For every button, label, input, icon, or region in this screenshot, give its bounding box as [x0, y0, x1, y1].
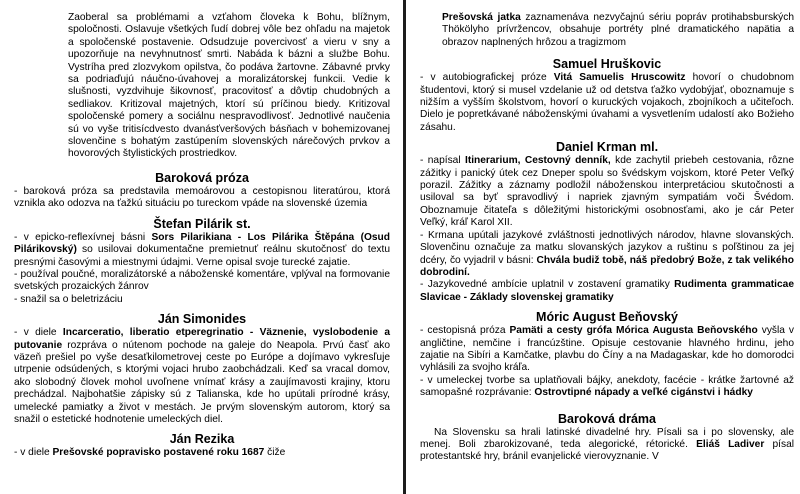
baroque-prose-text: - baroková próza sa predstavila memoárovou a cestopisnou literatúrou, ktorá vznikla ako odozva na ťažkú situáciu po tureckom vpáde na slovenské územia [14, 185, 390, 210]
simonides-title: Incarceratio, liberatio etperegrinatio - Väznenie, vyslobodenie a putovanie [14, 327, 390, 351]
rezika-item-1 [14, 447, 390, 459]
simonides-item-1 [14, 327, 390, 426]
benovsky-text-c: vyšla v angličtine, nemčine i francúzštine. Opisuje cestovanie hlavného hrdinu, jeho zajatie na Sibíri a Kamčatke, plavbu do Číny a na Madagaskar, kde ho domorodci vyhlásili za svojho kráľa. [420, 325, 795, 374]
pilarik-text-a: - v epicko-reflexívnej básni [14, 231, 152, 243]
heading-rezika: Ján Rezika [169, 432, 235, 447]
hruskovic-text-a: - v autobiografickej próze [420, 72, 554, 84]
pilarik-item-3: - snažil sa o beletrizáciu [14, 293, 123, 305]
right-page [412, 0, 800, 494]
heading-baroque-prose: Baroková próza [155, 170, 249, 185]
benovsky-text-2a: - v umeleckej tvorbe sa uplatňovali bájky, anekdoty, facécie - krátke žartovné až samopašné rozprávanie: [420, 374, 794, 399]
benovsky-title: Pamäti a cesty gróf​a Mórica Augusta Beňovského [509, 325, 758, 337]
krman-title: Itinerarium, Cestovný denník, [464, 155, 611, 167]
hruskovic-title: Vitá Samuelis Hruscowitz [553, 72, 686, 84]
pilarik-item-2: - používal poučné, moralizátorské a náboženské komentáre, vplýval na formovanie svetských prozaických žánrov [14, 268, 390, 293]
krman-grammar-title: Rudimenta grammaticae Slavicae - Základy slovenskej gramatiky [420, 279, 795, 303]
pilarik-title: Sors Pilarikiana - Los Pilárika Štěpána (Osud Pilárikovský) [14, 231, 390, 256]
heading-benovsky: Móric August Beňovský [536, 310, 678, 325]
krman-poem-title: Chvála budiž tobě, náš předobrý Bože, z tak velikého dobrodiní. [420, 254, 794, 278]
benovsky-fable-title: Ostrovtipné nápady a veľké cigánstvi i hádky [534, 387, 753, 399]
pilarik-text-c: so usilovai dokumentačne premietnuť reálnu skutočnosť do textu presnými časovými a miestnymi údajmi. Verne opisal svoje turecké zajatie. [14, 244, 390, 268]
jatka-title: Prešovská jatka [442, 12, 521, 23]
drama-paragraph [420, 427, 794, 464]
krman-text-3a: - Jazykovedné ambície uplatnil v zostavení gramatiky [420, 279, 675, 291]
left-page [0, 0, 397, 494]
heading-simonides: Ján Simonides [157, 312, 247, 327]
intro-paragraph: Zaoberal sa problémami a vzťahom človeka k Bohu, blížnym, spoločnosti. Oslavuje všetkých ľudí dobrej vôle bez ohľadu na majetok a spoločenské postavenie. Odsudzuje povercivosť a vieru v sny a upozorňuje na nevyhnutnosť smrti. Nabáda k bázni a službe Bohu. Vystríha pred zlozvykom opilstva, čo podáva žartovne. Zábavné prvky sa podriaďujú náučno-úvahovej a moralizátorskej funkcii. Vedie k slušnosti, vyzdvihuje šikovnosť, pracovitosť a dôvtip chudobných a sedliakov. Kritizoval majetných, ktorí sú príčinou biedy. Kritizoval spoločenské pomery a sociálnu nespravodlivosť. Jednotlivé naučenia sú vo vyše tritisícdvesto dvanásťveršových básňach v bohemizovanej slovenčine s bohatým zastúpením slovenských nárečových prvkov a hovorových štylistických prostriedkov. [68, 12, 390, 160]
heading-hruskovic: Samuel Hruškovic [552, 57, 662, 72]
left-column [14, 12, 390, 460]
benovsky-item-2 [420, 375, 794, 400]
hruskovic-item-1 [420, 72, 794, 134]
heading-pilarik: Štefan Pilárik st. [153, 216, 251, 231]
krman-item-3 [420, 279, 794, 304]
krman-text-a: - napísal [420, 155, 465, 167]
heading-baroque-drama: Baroková dráma [558, 411, 656, 426]
krman-text-2a: - Krmana upútali jazykové zvláštnosti jednotlivých národov, hlavne slovanských. Slovenčinu označuje za matku slovanských jazykov a ruštinu s poľštinou za jej dcéry, čo vyjadril v básni: [420, 229, 794, 266]
drama-text-a: Na Slovensku sa hrali latinské divadelné hry. Písali sa i po slovensky, ale menej. Boli zbarokizované, teda alegorické, rétorické. [420, 426, 794, 450]
rezika-text-a: - v diele [14, 447, 53, 459]
pilarik-item-1 [14, 232, 390, 269]
jatka-text: zaznamenáva nezvyčajnú sériu popráv protihabsburských Thökölyho prívržencov, obsahuje portréty plné dramatického napätia a obrazov naplnených hrôzou a tragizmom [442, 12, 794, 48]
drama-text-c: písal protestantské hry, bránil evanjelické vierovyznanie. V [420, 438, 795, 463]
heading-krman: Daniel Krman ml. [555, 140, 659, 155]
drama-author: Eliáš Ladiver [696, 438, 765, 450]
krman-text-c: kde zachytil priebeh cestovania, rôzne zážitky i panický útek cez Dneper spolu so švédskym vojskom, ktoré Peter Veľký porazil. Zážitky a záznamy podložil náboženskou interpretáciou skutočnosti a usiloval sa byť spravodlivý i napriek zjavným sympatiám voči Švédom. Oboznamuje čitateľa s dôležitými historickými osobnosťami, ako je cár Peter Veľký, kráľ Karol XII. [420, 155, 794, 229]
jatka-paragraph [420, 12, 794, 49]
krman-item-2 [420, 230, 794, 280]
simonides-text-a: - v diele [14, 327, 63, 339]
rezika-text-c: čiže [264, 447, 286, 459]
page-divider [403, 0, 406, 494]
benovsky-item-1 [420, 325, 794, 375]
right-column [420, 12, 794, 464]
benovsky-text-a: - cestopisná próza [420, 325, 510, 337]
rezika-title: Prešovské popravisko postavené roku 1687 [52, 447, 265, 459]
hruskovic-text-c: hovorí o chudobnom študentovi, ktorý si musel vzdelanie už od detstva ťažko vydobýjať, oboznamuje s nižším a vyšším školstvom, hovorí o kuruckých vojakoch, zbojníkoch a učiteľoch. Dielo je popretkávané náboženskými úvahami a vysvetlením udalostí ako Božieho zásahu. [420, 72, 794, 133]
simonides-text-c: rozpráva o nútenom pochode na galeje do Neapola. Prvú časť ako väzeň prešiel po vyše desaťkilometrovej ceste po Európe a dojímavo vykresľuje utrpenie odsúdených, s ktorými vojaci hrubo zaobchádzali. Keď sa vracal domov, ako slobodný človek mohol uvoľnene vnímať krásy a zaujímavosti krajiny, ktoru prechádzal. Najbohatšie zápisky sú z Talianska, kde ho upútali prírodné krásy, umelecké pamiatky a život v mestách. Je prvým slovenským autorom, ktorý sa snažil o estetické hodnotenie umeleckých diel. [14, 339, 390, 425]
krman-item-1 [420, 155, 794, 229]
